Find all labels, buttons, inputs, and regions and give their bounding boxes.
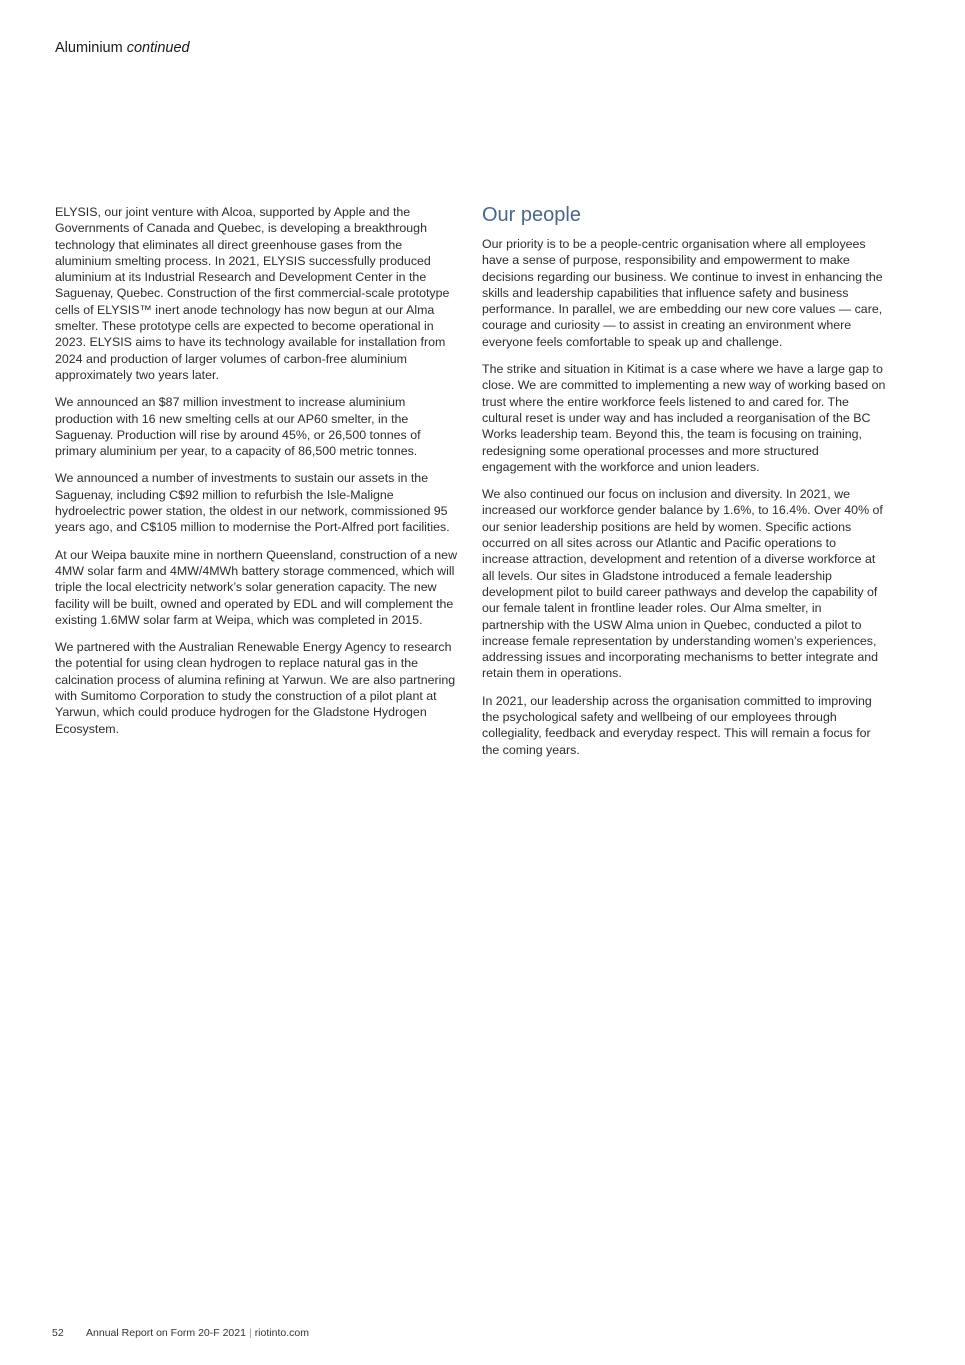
paragraph-kitimat: The strike and situation in Kitimat is a case where we have a large gap to close. We are committed to implementing a new way of working based on trust where the entire workforce feels listened to and cared for. The cultural reset is under way and has included a reorganisation of the BC Works leadership team. Beyond this, the team is focusing on training, redesigning some operational processes and more structured engagement with the workforce and union leaders. bbox=[482, 362, 886, 474]
running-header bbox=[55, 40, 190, 56]
paragraph-inclusion-diversity: We also continued our focus on inclusion and diversity. In 2021, we increased our workforce gender balance by 1.6%, to 16.4%. Over 40% of our senior leadership positions are held by women. Specific actions occurred on all sites across our Atlantic and Pacific operations to increase attraction, development and retention of a diverse workforce at all levels. Our sites in Gladstone introduced a female leadership development pilot to build career pathways and develop the capability of our female talent in frontline leader roles. Our Alma smelter, in partnership with the USW Alma union in Quebec, conducted a pilot to increase female representation by understanding women’s experiences, addressing issues and incorporating mechanisms to better integrate and retain them in operations. bbox=[482, 487, 883, 681]
section-title: Aluminium bbox=[55, 40, 123, 56]
paragraph-saguenay-investments: We announced a number of investments to sustain our assets in the Saguenay, including C$92 million to refurbish the Isle-Maligne hydroelectric power station, the oldest in our network, commissioned 95 years ago, and C$105 million to modernise the Port-Alfred port facilities. bbox=[55, 471, 450, 535]
page-number: 52 bbox=[52, 1327, 64, 1339]
our-people-heading: Our people bbox=[482, 204, 581, 226]
continued-label: continued bbox=[126, 40, 190, 56]
paragraph-psychological-safety: In 2021, our leadership across the organisation committed to improving the psychological safety and wellbeing of our employees through collegiality, feedback and everyday respect. This will remain a focus for the coming years. bbox=[482, 693, 872, 757]
website-link[interactable]: riotinto.com bbox=[254, 1327, 309, 1339]
paragraph-elysis: ELYSIS, our joint venture with Alcoa, supported by Apple and the Governments of Canada and Quebec, is developing a breakthrough technology that eliminates all direct greenhouse gases from the aluminium smelting process. In 2021, ELYSIS successfully produced aluminium at its Industrial Research and Development Center in the Saguenay, Quebec. Construction of the first commercial-scale prototype cells of ELYSIS™ inert anode technology has now begun at our Alma smelter. These prototype cells are expected to become operational in 2023. ELYSIS aims to have its technology available for installation from 2024 and production of larger volumes of carbon-free aluminium approximately two years later. bbox=[55, 205, 450, 382]
paragraph-people-centric: Our priority is to be a people-centric organisation where all employees have a sense of purpose, responsibility and empowerment to make decisions regarding our business. We continue to invest in enhancing the skills and leadership capabilities that influence safety and business performance. In parallel, we are embedding our new core values — care, courage and curiosity — to assist in creating an environment where everyone feels comfortable to speak up and challenge. bbox=[482, 237, 883, 349]
paragraph-ap60-investment: We announced an $87 million investment to increase aluminium production with 16 new smelting cells at our AP60 smelter, in the Saguenay. Production will rise by around 45%, or 26,500 tonnes of primary aluminium per year, to a capacity of 86,500 metric tonnes. bbox=[55, 395, 421, 459]
report-title: Annual Report on Form 20-F 2021 bbox=[86, 1327, 246, 1339]
left-column bbox=[55, 203, 460, 748]
paragraph-hydrogen: We partnered with the Australian Renewable Energy Agency to research the potential for using clean hydrogen to replace natural gas in the calcination process of alumina refining at Yarwun. We are also partnering with Sumitomo Corporation to study the construction of a pilot plant at Yarwun, which could produce hydrogen for the Gladstone Hydrogen Ecosystem. bbox=[55, 640, 456, 736]
paragraph-weipa-solar: At our Weipa bauxite mine in northern Queensland, construction of a new 4MW solar farm and 4MW/4MWh battery storage commenced, which will triple the local electricity network’s solar generation capacity. The new facility will be built, owned and operated by EDL and will complement the existing 1.6MW solar farm at Weipa, which was completed in 2015. bbox=[55, 547, 458, 627]
right-column bbox=[482, 203, 886, 769]
page-footer bbox=[52, 1327, 309, 1339]
footer-separator: | bbox=[248, 1327, 252, 1339]
